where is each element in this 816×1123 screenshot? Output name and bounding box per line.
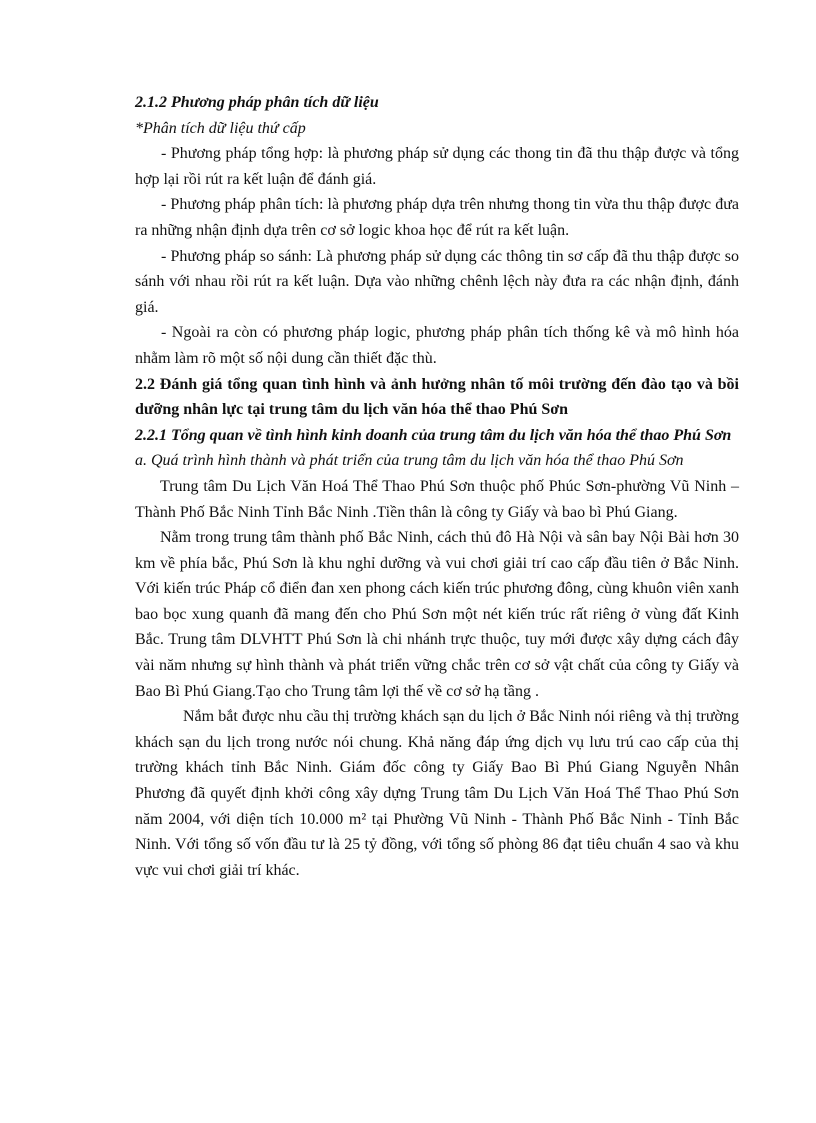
method-item-synthesis: - Phương pháp tổng hợp: là phương pháp sử dụng các thong tin đã thu thập được và tổng hợp lại rồi rút ra kết luận để đánh giá. — [135, 145, 739, 188]
paragraph-intro: Trung tâm Du Lịch Văn Hoá Thể Thao Phú Sơn thuộc phố Phúc Sơn-phường Vũ Ninh –Thành Phố Bắc Ninh Tỉnh Bắc Ninh .Tiền thân là công ty Giấy và bao bì Phú Giang. — [135, 477, 739, 521]
method-item-other: - Ngoài ra còn có phương pháp logic, phương pháp phân tích thống kê và mô hình hóa nhằm làm rõ một số nội dung cần thiết đặc thù. — [135, 324, 739, 367]
paragraph-founding: Nắm bắt được nhu cầu thị trường khách sạn du lịch ở Bắc Ninh nói riêng và thị trường khách sạn du lịch trong nước nói chung. Khả năng đáp ứng dịch vụ lưu trú cao cấp của thị trường khách tỉnh Bắc Ninh. Giám đốc công ty Giấy Bao Bì Phú Giang Nguyễn Nhân Phương đã quyết định khởi công xây dựng Trung tâm Du Lịch Văn Hoá Thể Thao Phú Sơn năm 2004, với diện tích 10.000 m² tại Phường Vũ Ninh - Thành Phố Bắc Ninh - Tỉnh Bắc Ninh. Với tổng số vốn đầu tư là 25 tỷ đồng, với tổng số phòng 86 đạt tiêu chuẩn 4 sao và khu vực vui chơi giải trí khác. — [135, 708, 739, 879]
subheading-history: a. Quá trình hình thành và phát triển của trung tâm du lịch văn hóa thể thao Phú Sơn — [135, 452, 684, 470]
section-heading-2-2: 2.2 Đánh giá tổng quan tình hình và ảnh hưởng nhân tố môi trường đến đào tạo và bồi dưỡng nhân lực tại trung tâm du lịch văn hóa thể thao Phú Sơn — [135, 375, 739, 419]
method-item-comparison: - Phương pháp so sánh: Là phương pháp sử dụng các thông tin sơ cấp đã thu thập được so sánh với nhau rồi rút ra kết luận. Dựa vào những chênh lệch này đưa ra các nhận định, đánh giá. — [135, 247, 739, 316]
document-page — [135, 90, 739, 883]
paragraph-location: Nằm trong trung tâm thành phố Bắc Ninh, cách thủ đô Hà Nội và sân bay Nội Bài hơn 30 km về phía bắc, Phú Sơn là khu nghỉ dưỡng và vui chơi giải trí cao cấp đầu tiên ở Bắc Ninh. Với kiến trúc Pháp cổ điển đan xen phong cách kiến trúc phương đông, cùng khuôn viên xanh bao bọc xung quanh đã mang đến cho Phú Sơn một nét kiến trúc rất riêng ở vùng đất Kinh Bắc. Trung tâm DLVHTT Phú Sơn là chi nhánh trực thuộc, tuy mới được xây dựng cách đây vài năm nhưng sự hình thành và phát triển vững chắc trên cơ sở vật chất của công ty Giấy và Bao Bì Phú Giang.Tạo cho Trung tâm lợi thế về cơ sở hạ tầng . — [135, 529, 739, 700]
subheading-secondary-data: *Phân tích dữ liệu thứ cấp — [135, 119, 306, 137]
section-heading-2-2-1: 2.2.1 Tổng quan về tình hình kinh doanh của trung tâm du lịch văn hóa thể thao Phú Sơn — [135, 426, 732, 444]
method-item-analysis: - Phương pháp phân tích: là phương pháp dựa trên nhưng thong tin vừa thu thập được đưa ra những nhận định dựa trên cơ sở logic khoa học để rút ra kết luận. — [135, 196, 739, 239]
section-heading-2-1-2: 2.1.2 Phương pháp phân tích dữ liệu — [135, 94, 379, 111]
